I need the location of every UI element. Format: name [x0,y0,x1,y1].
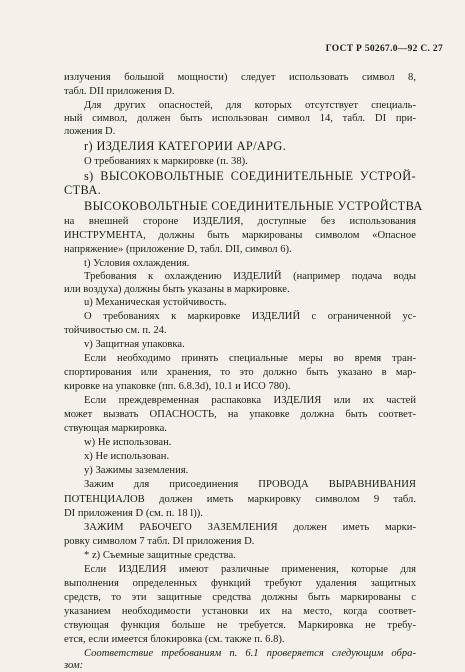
text-line: v) Защитная упаковка. [84,339,185,350]
text-line: u) Механическая устойчивость. [84,297,227,308]
text-line: излучения большой мощности) следует использовать символ 8, [64,72,416,83]
text-line: ВЫСОКОВОЛЬТНЫЕ СОЕДИНИТЕЛЬНЫЕ УСТРОЙСТВА [84,199,423,213]
text-line: t) Условия охлаждения. [84,258,190,269]
text-line: может вызвать ОПАСНОСТЬ, на упаковке должна быть соответ- [64,409,416,420]
text-line: Зажим для присоединения ПРОВОДА ВЫРАВНИВАНИЯ [84,479,416,490]
text-line: Для других опасностей, для которых отсутствует специаль- [84,100,416,111]
text-line: О требованиях к маркировке (п. 38). [84,156,248,167]
text-line: ПОТЕНЦИАЛОВ должен иметь маркировку символом 9 табл. [64,494,416,505]
text-line: ется, если имеется блокировка (см. также п. 6.8). [64,634,285,645]
text-line: выполнения определенных функций требуют удаления защитных [64,578,416,589]
text-line: r) ИЗДЕЛИЯ КАТЕГОРИИ AP/APG. [84,139,287,153]
text-line: y) Зажимы заземления. [84,465,189,476]
text-line: напряжение» (приложение D, табл. DII, символ 6). [64,244,292,255]
text-line: DI приложения D (см. п. 18 l)). [64,508,203,519]
text-line: средств, то эти защитные средства должны быть маркированы с [64,592,416,603]
text-line: ИНСТРУМЕНТА, должны быть маркированы символом «Опасное [64,230,416,241]
text-line: ложения D. [64,126,116,137]
text-line: кировке на упаковке (пп. 6.8.3d), 10.1 и ИСО 780). [64,381,291,392]
text-line: Требования к охлаждению ИЗДЕЛИЙ (например подача воды [84,271,416,282]
text-line: w) Не использован. [84,437,172,448]
text-line: ЗАЖИМ РАБОЧЕГО ЗАЗЕМЛЕНИЯ должен иметь марки- [84,522,416,533]
text-line: указанием необходимости установки их на место, когда соответ- [64,606,416,617]
text-line: СТВА. [64,183,102,197]
text-line: Если необходимо принять специальные меры во время тран- [84,353,416,364]
text-line: Соответствие требованиям п. 6.1 проверяется следующим обра- [84,648,416,659]
text-line: на внешней стороне ИЗДЕЛИЯ, доступные без использования [64,216,416,227]
text-line: спортирования или хранения, то это должно быть указано в мар- [64,367,416,378]
text-line: О требованиях к маркировке ИЗДЕЛИЙ с ограниченной ус- [84,311,416,322]
text-line: ный символ, должен быть использован символ 14, табл. DI при- [64,113,416,124]
page-header: ГОСТ Р 50267.0—92 С. 27 [325,44,443,54]
text-line: ствующая функция больше не требуется. Маркировка не требу- [64,620,416,631]
text-line: Если ИЗДЕЛИЯ имеют различные применения, которые для [84,564,416,575]
text-line: x) Не использован. [84,451,170,462]
text-line: Если преждевременная распаковка ИЗДЕЛИЯ или их частей [84,395,416,406]
text-line: или воздуха) должны быть указаны в маркировке. [64,284,290,295]
text-line: s) ВЫСОКОВОЛЬТНЫЕ СОЕДИНИТЕЛЬНЫЕ УСТРОЙ- [84,169,416,183]
text-line: ствующая маркировка. [64,423,167,434]
text-line: зом: [64,660,84,671]
text-line: табл. DII приложения D. [64,86,175,97]
text-line: тойчивостью см. п. 24. [64,325,167,336]
text-line: ровку символом 7 табл. DI приложения D. [64,536,255,547]
text-line: * z) Съемные защитные средства. [84,550,236,561]
